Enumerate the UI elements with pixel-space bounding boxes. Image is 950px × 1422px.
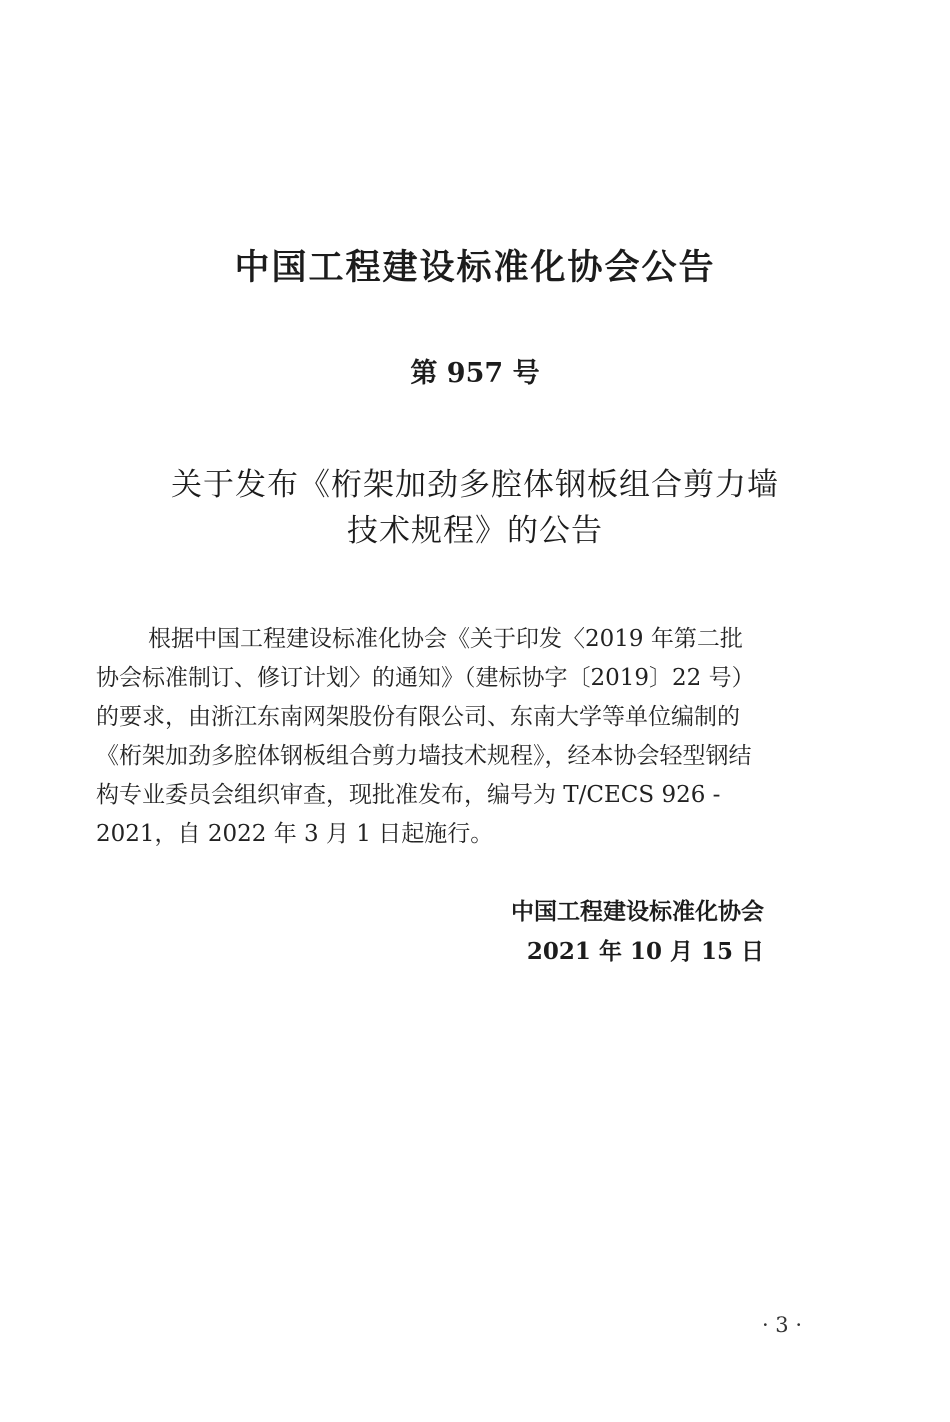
body-line: 2021，自 2022 年 3 月 1 日起施行。 [96, 821, 494, 847]
body-line: 根据中国工程建设标准化协会《关于印发〈2019 年第二批 [148, 626, 743, 652]
signature-block [511, 892, 764, 972]
signature-date: 2021 年 10 月 15 日 [526, 938, 764, 965]
page-number: · 3 · [761, 1313, 802, 1337]
subject-line: 技术规程》的公告 [347, 513, 603, 549]
body-line: 协会标准制订、修订计划〉的通知》（建标协字〔2019〕22 号） [96, 665, 755, 691]
body-line: 的要求，由浙江东南网架股份有限公司、东南大学等单位编制的 [96, 704, 740, 730]
announcement-body [96, 620, 824, 854]
subject-line: 关于发布《桁架加劲多腔体钢板组合剪力墙 [171, 467, 779, 503]
signature-org: 中国工程建设标准化协会 [511, 899, 764, 925]
announcement-subject [0, 462, 950, 554]
announcement-org-title: 中国工程建设标准化协会公告 [234, 248, 716, 288]
body-line: 构专业委员会组织审查，现批准发布，编号为 T/CECS 926 - [96, 782, 721, 808]
body-line: 《桁架加劲多腔体钢板组合剪力墙技术规程》，经本协会轻型钢结 [96, 743, 752, 769]
announcement-number: 第 957 号 [410, 358, 540, 389]
